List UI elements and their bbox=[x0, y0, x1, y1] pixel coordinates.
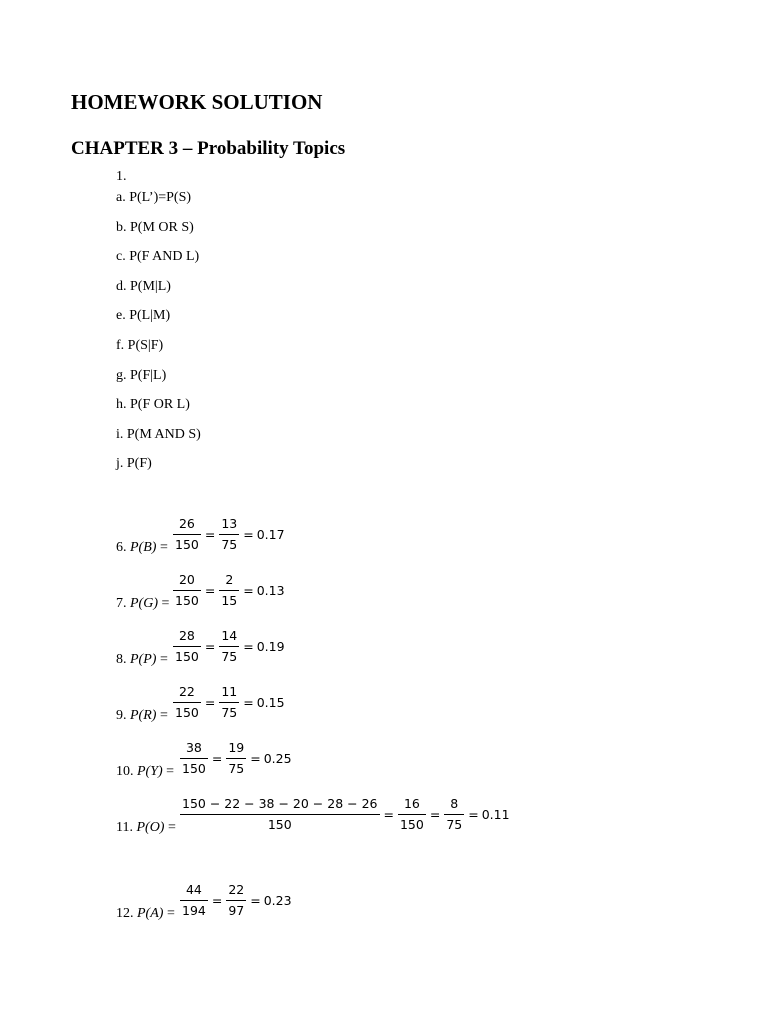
equation-number: 7. bbox=[116, 596, 130, 611]
fraction-denominator: 75 bbox=[219, 534, 239, 553]
equation-number: 6. bbox=[116, 540, 130, 555]
equals-sign: = bbox=[243, 638, 254, 654]
equation-label bbox=[116, 819, 176, 837]
fraction-numerator: 22 bbox=[228, 882, 245, 897]
fraction bbox=[219, 516, 239, 553]
equals-sign: = bbox=[383, 806, 394, 822]
fraction-numerator: 26 bbox=[178, 516, 195, 531]
question-1-part: h. P(F OR L) bbox=[116, 397, 190, 413]
equation-number: 9. bbox=[116, 708, 130, 723]
fraction bbox=[219, 684, 239, 721]
equation-label bbox=[116, 763, 174, 781]
equation-9 bbox=[116, 679, 676, 725]
equals-sign: = bbox=[243, 582, 254, 598]
fraction-denominator: 150 bbox=[180, 814, 380, 833]
fraction-denominator: 75 bbox=[219, 646, 239, 665]
equals-sign: = bbox=[211, 750, 223, 766]
question-1-part: j. P(F) bbox=[116, 456, 152, 472]
fraction-chain bbox=[179, 740, 292, 777]
fraction-numerator: 2 bbox=[225, 572, 234, 587]
result-value: 0.15 bbox=[256, 694, 285, 710]
fraction-numerator: 28 bbox=[178, 628, 195, 643]
question-1-part: a. P(L’)=P(S) bbox=[116, 190, 192, 205]
fraction-chain bbox=[172, 628, 285, 665]
fraction-numerator: 38 bbox=[185, 740, 202, 755]
equals-sign: = bbox=[156, 708, 168, 723]
equals-sign: = bbox=[163, 906, 175, 921]
fraction-numerator: 22 bbox=[178, 684, 195, 699]
result-value: 0.17 bbox=[256, 526, 285, 542]
equation-label bbox=[116, 707, 168, 725]
probability-expression: P(P) bbox=[130, 652, 157, 667]
equals-sign: = bbox=[156, 652, 168, 667]
fraction bbox=[180, 796, 380, 833]
equals-sign: = bbox=[468, 806, 479, 822]
fraction-denominator: 150 bbox=[173, 646, 201, 665]
fraction-numerator: 11 bbox=[221, 684, 238, 699]
question-1-part: b. P(M OR S) bbox=[116, 219, 194, 235]
fraction-denominator: 150 bbox=[173, 590, 201, 609]
fraction-chain bbox=[179, 882, 292, 919]
equals-sign: = bbox=[429, 806, 441, 822]
fraction-numerator: 16 bbox=[403, 796, 420, 811]
fraction-numerator: 20 bbox=[178, 572, 195, 587]
equals-sign: = bbox=[211, 892, 223, 908]
equals-sign: = bbox=[162, 764, 175, 779]
result-value: 0.23 bbox=[263, 892, 292, 908]
equals-sign: = bbox=[250, 750, 261, 766]
fraction-numerator: 14 bbox=[221, 628, 238, 643]
result-value: 0.19 bbox=[256, 638, 285, 654]
fraction-denominator: 75 bbox=[444, 814, 464, 833]
fraction-chain bbox=[172, 572, 285, 609]
fraction-denominator: 150 bbox=[173, 534, 201, 553]
fraction bbox=[173, 684, 201, 721]
fraction-chain bbox=[172, 516, 285, 553]
fraction bbox=[219, 572, 239, 609]
equals-sign: = bbox=[164, 820, 176, 835]
fraction-denominator: 150 bbox=[180, 758, 208, 777]
fraction-numerator: 150 − 22 − 38 − 20 − 28 − 26 bbox=[182, 796, 378, 811]
equation-10 bbox=[116, 735, 676, 781]
question-1-parts bbox=[116, 189, 201, 485]
fraction bbox=[219, 628, 239, 665]
fraction-denominator: 194 bbox=[180, 900, 208, 919]
probability-expression: P(G) bbox=[130, 596, 158, 611]
probability-expression: P(Y) bbox=[137, 764, 163, 779]
equals-sign: = bbox=[204, 582, 216, 598]
equals-sign: = bbox=[243, 526, 254, 542]
equation-label bbox=[116, 651, 168, 669]
fraction-numerator: 44 bbox=[185, 882, 202, 897]
result-value: 0.11 bbox=[481, 806, 510, 822]
probability-expression: P(O) bbox=[136, 820, 165, 835]
question-1-part: g. P(F|L) bbox=[116, 367, 167, 383]
equation-8 bbox=[116, 623, 676, 669]
fraction bbox=[180, 740, 208, 777]
question-1-number: 1. bbox=[116, 169, 127, 184]
page-title: HOMEWORK SOLUTION bbox=[71, 90, 323, 114]
fraction bbox=[173, 516, 201, 553]
equals-sign: = bbox=[243, 694, 254, 710]
fraction-denominator: 150 bbox=[173, 702, 201, 721]
fraction bbox=[173, 628, 201, 665]
equation-number: 12. bbox=[116, 906, 137, 921]
equals-sign: = bbox=[156, 540, 168, 555]
fraction-denominator: 75 bbox=[226, 758, 246, 777]
probability-expression: P(B) bbox=[130, 540, 157, 555]
result-value: 0.13 bbox=[256, 582, 285, 598]
equals-sign: = bbox=[250, 892, 261, 908]
equation-label bbox=[116, 539, 168, 557]
equals-sign: = bbox=[204, 694, 216, 710]
question-1-part: e. P(L|M) bbox=[116, 308, 171, 324]
probability-expression: P(A) bbox=[137, 906, 164, 921]
fraction-denominator: 97 bbox=[226, 900, 246, 919]
equation-label bbox=[116, 595, 169, 613]
equation-7 bbox=[116, 567, 676, 613]
question-1-part: d. P(M|L) bbox=[116, 278, 171, 294]
fraction-chain bbox=[179, 796, 510, 833]
fraction bbox=[398, 796, 426, 833]
fraction-numerator: 13 bbox=[221, 516, 238, 531]
fraction-denominator: 150 bbox=[398, 814, 426, 833]
equals-sign: = bbox=[158, 596, 170, 611]
equation-11 bbox=[116, 791, 676, 837]
equals-sign: = bbox=[204, 638, 216, 654]
fraction bbox=[226, 740, 246, 777]
chapter-heading: CHAPTER 3 – Probability Topics bbox=[71, 138, 346, 159]
probability-expression: P(R) bbox=[130, 708, 157, 723]
fraction bbox=[444, 796, 464, 833]
equation-label bbox=[116, 905, 175, 923]
equation-12 bbox=[116, 877, 676, 923]
equation-number: 8. bbox=[116, 652, 130, 667]
question-1-part: c. P(F AND L) bbox=[116, 249, 200, 265]
fraction-numerator: 8 bbox=[450, 796, 459, 811]
fraction-chain bbox=[172, 684, 285, 721]
fraction bbox=[226, 882, 246, 919]
equation-6 bbox=[116, 511, 676, 557]
result-value: 0.25 bbox=[263, 750, 292, 766]
fraction-numerator: 19 bbox=[228, 740, 245, 755]
equation-number: 10. bbox=[116, 764, 137, 779]
equals-sign: = bbox=[204, 526, 216, 542]
equation-number: 11. bbox=[116, 820, 137, 835]
question-1-part: i. P(M AND S) bbox=[116, 426, 201, 442]
fraction-denominator: 75 bbox=[219, 702, 239, 721]
fraction bbox=[180, 882, 208, 919]
question-1-part: f. P(S|F) bbox=[116, 337, 164, 353]
fraction-denominator: 15 bbox=[219, 590, 239, 609]
fraction bbox=[173, 572, 201, 609]
